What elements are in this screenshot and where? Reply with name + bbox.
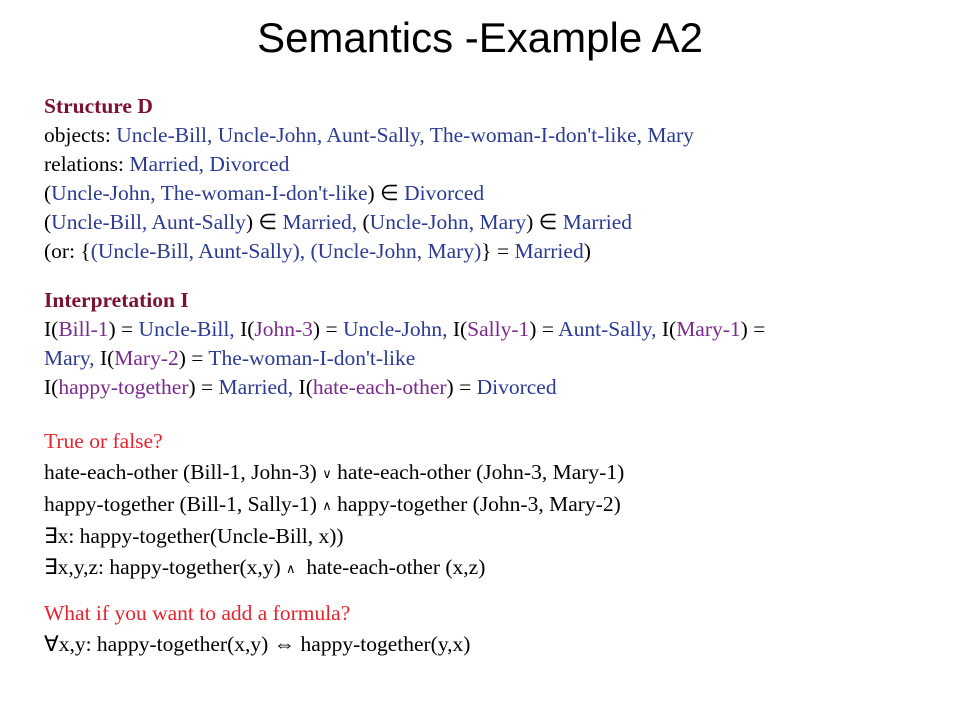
- constant-mary-1: Mary-1: [676, 317, 741, 341]
- text: happy-together (John-3, Mary-2): [331, 492, 621, 516]
- structure-heading: Structure D: [44, 94, 153, 118]
- question-1: [44, 457, 944, 489]
- value-divorced: Divorced: [476, 375, 557, 399]
- or-value: (Uncle-Bill, Aunt-Sally), (Uncle-John, Mary): [90, 239, 482, 263]
- text: hate-each-other (John-3, Mary-1): [331, 460, 625, 484]
- objects-value: Uncle-Bill, Uncle-John, Aunt-Sally, The-woman-I-don't-like, Mary: [116, 123, 694, 147]
- value-mary: Mary,: [44, 346, 100, 370]
- slide-title: Semantics -Example A2: [257, 14, 703, 61]
- or-close: ): [583, 239, 591, 263]
- formula-heading: What if you want to add a formula?: [44, 601, 351, 625]
- question-4: [44, 552, 944, 584]
- spacer: [44, 266, 944, 286]
- relations-line: [44, 150, 944, 179]
- married-set-line: [44, 237, 944, 266]
- fact1-open: (: [44, 181, 52, 205]
- text: ) =: [529, 317, 559, 341]
- predicate-hate-each-other: hate-each-other: [312, 375, 447, 399]
- formula-line: ∀x,y: happy-together(x,y) ⇔ happy-together(y,x): [44, 632, 471, 656]
- text: ) =: [108, 317, 139, 341]
- question-2: [44, 489, 944, 521]
- constant-john-3: John-3: [254, 317, 313, 341]
- text: I(: [661, 317, 677, 341]
- constant-bill-1: Bill-1: [58, 317, 109, 341]
- text: ) =: [178, 346, 209, 370]
- questions-block: [44, 426, 944, 584]
- or-relation: Married: [514, 239, 584, 263]
- spacer: [44, 402, 944, 426]
- or-operator: ∨: [322, 466, 332, 481]
- married-facts: [44, 208, 944, 237]
- and-operator: ∧: [322, 498, 332, 513]
- text: ) =: [312, 317, 343, 341]
- objects-line: [44, 121, 944, 150]
- or-mid: } =: [481, 239, 515, 263]
- value-aunt-sally: Aunt-Sally,: [558, 317, 662, 341]
- relations-value: Married, Divorced: [129, 152, 290, 176]
- text: happy-together (Bill-1, Sally-1): [44, 492, 323, 516]
- text: I(: [240, 317, 255, 341]
- fact2-mid1: ) ∈: [245, 210, 283, 234]
- divorced-fact: [44, 179, 944, 208]
- value-uncle-bill: Uncle-Bill,: [138, 317, 241, 341]
- fact2-pair-a: Uncle-Bill, Aunt-Sally: [51, 210, 246, 234]
- fact2-mid3: ) ∈: [526, 210, 563, 234]
- interpretation-heading: Interpretation I: [44, 288, 189, 312]
- value-married: Married,: [218, 375, 299, 399]
- fact1-rest: ) ∈: [367, 181, 405, 205]
- slide-body: [44, 92, 944, 660]
- and-operator: ∧: [286, 561, 296, 576]
- fact2-relation-a: Married,: [282, 210, 363, 234]
- relations-label: relations:: [44, 152, 130, 176]
- interpretation-line-2: [44, 344, 944, 373]
- text: I(: [44, 317, 59, 341]
- or-open: (or: {: [44, 239, 91, 263]
- fact1-value: Uncle-John, The-woman-I-don't-like: [51, 181, 368, 205]
- text: hate-each-other (x,z): [295, 555, 486, 579]
- questions-heading: True or false?: [44, 429, 163, 453]
- text: I(: [452, 317, 468, 341]
- text: I(: [298, 375, 313, 399]
- interpretation-line-1: [44, 315, 944, 344]
- fact2-pair-b: Uncle-John, Mary: [369, 210, 527, 234]
- fact2-open: (: [44, 210, 52, 234]
- fact2-mid2: (: [362, 210, 370, 234]
- value-the-woman: The-woman-I-don't-like: [208, 346, 416, 370]
- formula-block: [44, 598, 944, 660]
- text: ∃x,y,z: happy-together(x,y): [44, 555, 287, 579]
- constant-sally-1: Sally-1: [467, 317, 530, 341]
- text: I(: [44, 375, 59, 399]
- spacer: [44, 584, 944, 598]
- value-uncle-john: Uncle-John,: [342, 317, 453, 341]
- text: ) =: [188, 375, 219, 399]
- interpretation-line-3: [44, 373, 944, 402]
- fact2-relation-b: Married: [562, 210, 632, 234]
- fact1-relation: Divorced: [404, 181, 485, 205]
- predicate-happy-together: happy-together: [58, 375, 189, 399]
- text: ) =: [446, 375, 477, 399]
- question-3: ∃x: happy-together(Uncle-Bill, x)): [44, 524, 344, 548]
- constant-mary-2: Mary-2: [114, 346, 179, 370]
- text: ) =: [740, 317, 766, 341]
- objects-label: objects:: [44, 123, 117, 147]
- text: hate-each-other (Bill-1, John-3): [44, 460, 323, 484]
- text: I(: [99, 346, 115, 370]
